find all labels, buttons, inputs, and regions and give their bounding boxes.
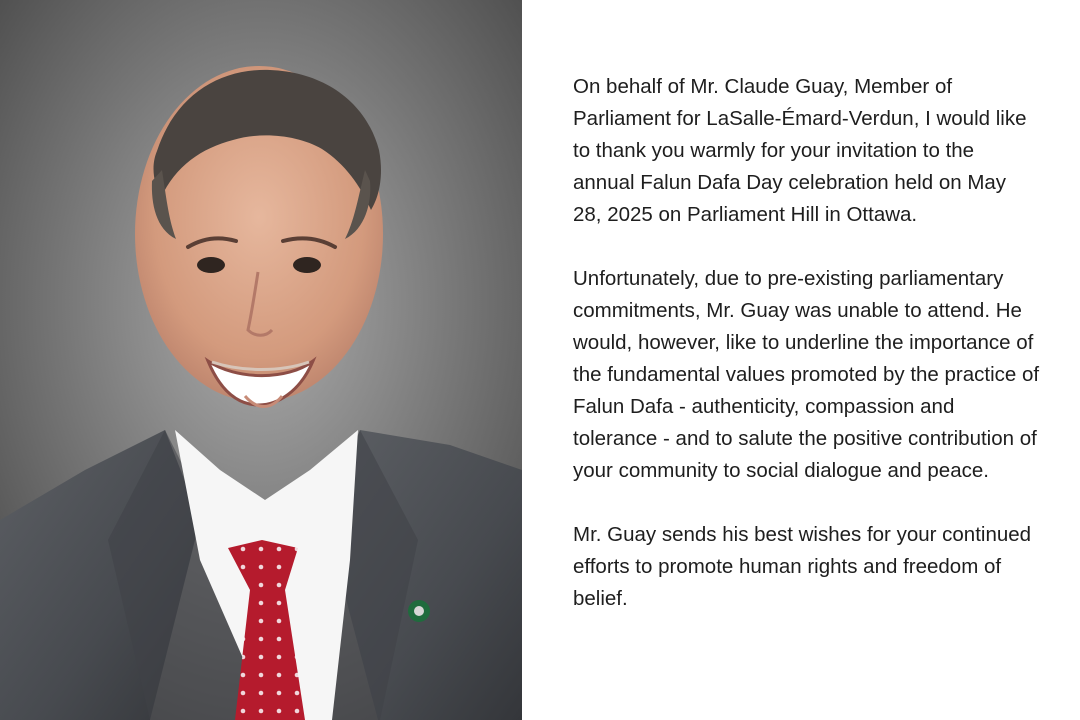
message-body bbox=[573, 71, 1040, 615]
message-paragraph-1: On behalf of Mr. Claude Guay, Member of Parliament for LaSalle-Émard-Verdun, I would like to thank you warmly for your invitation to the annual Falun Dafa Day celebration held on May 28, 2025 on Parliament Hill in Ottawa. bbox=[573, 75, 1027, 226]
message-paragraph-3: Mr. Guay sends his best wishes for your continued efforts to promote human rights and freedom of belief. bbox=[573, 523, 1032, 610]
portrait-illustration bbox=[0, 0, 522, 720]
portrait-photo bbox=[0, 0, 522, 720]
message-panel bbox=[522, 0, 1080, 720]
message-paragraph-2: Unfortunately, due to pre-existing parliamentary commitments, Mr. Guay was unable to attend. He would, however, like to underline the importance of the fundamental values promoted by the practice of Falun Dafa - authenticity, compassion and tolerance - and to salute the positive contribution of your community to social dialogue and peace. bbox=[573, 267, 1040, 482]
